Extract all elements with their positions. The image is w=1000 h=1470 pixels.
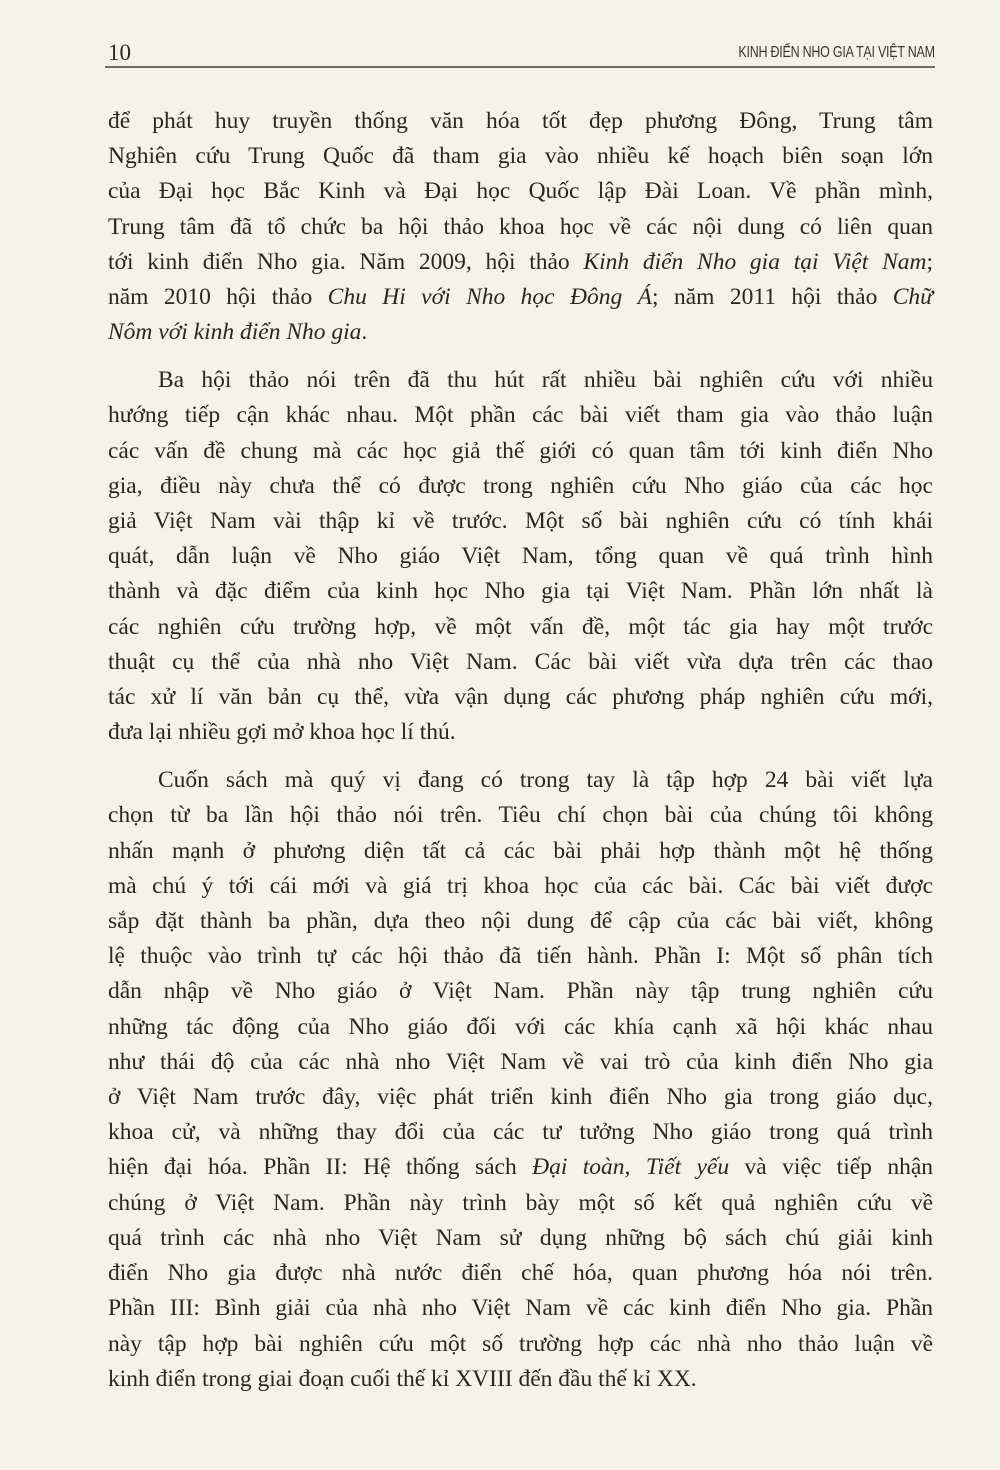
- text-line: [108, 539, 933, 574]
- text-segment: các vấn đề chung mà các học giả thế giới có quan tâm tới kinh điển Nho: [108, 437, 933, 464]
- text-line: [108, 974, 933, 1009]
- text-line: [108, 104, 933, 139]
- text-line: [108, 798, 933, 833]
- paragraph: [108, 363, 933, 750]
- text-line: [108, 504, 933, 539]
- text-segment: nhấn mạnh ở phương diện tất cả các bài phải hợp thành một hệ thống: [108, 837, 933, 864]
- text-segment: ;: [926, 248, 933, 275]
- text-line: [108, 645, 933, 680]
- text-line: [108, 1186, 933, 1221]
- text-segment: sắp đặt thành ba phần, dựa theo nội dung để cập của các bài viết, không: [108, 908, 933, 935]
- text-line: [108, 834, 933, 869]
- page-number: 10: [108, 40, 131, 65]
- text-line: [108, 210, 933, 245]
- text-segment: đưa lại nhiều gợi mở khoa học lí thú.: [108, 719, 456, 746]
- text-line: [108, 245, 933, 280]
- text-line: [108, 574, 933, 609]
- text-line: [108, 469, 933, 504]
- text-line: [108, 315, 933, 350]
- text-line: [108, 715, 933, 750]
- text-segment: và việc tiếp nhận: [729, 1154, 933, 1181]
- text-segment: mà chú ý tới cái mới và giá trị khoa học của các bài. Các bài viết được: [108, 872, 933, 899]
- text-line: [108, 1327, 933, 1362]
- text-segment: điển Nho gia được nhà nước điển chế hóa, quan phương hóa nói trên.: [108, 1260, 933, 1287]
- text-segment: những tác động của Nho giáo đối với các khía cạnh xã hội khác nhau: [108, 1013, 933, 1040]
- text-line: [108, 174, 933, 209]
- italic-title: Kinh điển Nho gia tại Việt Nam: [583, 248, 927, 275]
- text-line: [108, 1045, 933, 1080]
- italic-title: Đại toàn, Tiết yếu: [532, 1154, 730, 1181]
- text-line: [108, 363, 933, 398]
- text-segment: Phần III: Bình giải của nhà nho Việt Nam về các kinh điển Nho gia. Phần: [108, 1295, 933, 1322]
- text-segment: này tập hợp bài nghiên cứu một số trường hợp các nhà nho thảo luận về: [108, 1330, 933, 1357]
- text-line: [108, 1291, 933, 1326]
- text-segment: khoa cử, và những thay đổi của các tư tưởng Nho giáo trong quá trình: [108, 1119, 933, 1146]
- text-segment: Ba hội thảo nói trên đã thu hút rất nhiều bài nghiên cứu với nhiều: [158, 367, 933, 394]
- italic-title: Chu Hi với Nho học Đông Á: [327, 284, 653, 311]
- text-line: [108, 1115, 933, 1150]
- text-segment: chúng ở Việt Nam. Phần này trình bày một số kết quả nghiên cứu về: [108, 1189, 933, 1216]
- text-segment: giả Việt Nam vài thập kỉ về trước. Một số bài nghiên cứu có tính khái: [108, 508, 933, 535]
- text-segment: hiện đại hóa. Phần II: Hệ thống sách: [108, 1154, 533, 1181]
- paragraph: [108, 104, 933, 350]
- text-line: [108, 939, 933, 974]
- text-segment: dẫn nhập về Nho giáo ở Việt Nam. Phần này tập trung nghiên cứu: [108, 978, 933, 1005]
- text-segment: gia, điều này chưa thể có được trong nghiên cứu Nho giáo của các học: [108, 472, 933, 499]
- text-segment: như thái độ của các nhà nho Việt Nam về vai trò của kinh điển Nho gia: [108, 1048, 933, 1075]
- text-line: [108, 763, 933, 798]
- text-line: [108, 280, 933, 315]
- text-line: [108, 680, 933, 715]
- text-segment: tác xử lí văn bản cụ thể, vừa vận dụng các phương pháp nghiên cứu mới,: [108, 684, 933, 711]
- text-line: [108, 1362, 933, 1397]
- text-segment: để phát huy truyền thống văn hóa tốt đẹp phương Đông, Trung tâm: [108, 108, 933, 134]
- running-header: [105, 36, 935, 66]
- text-line: [108, 1256, 933, 1291]
- paragraph: [108, 763, 933, 1397]
- text-segment: của Đại học Bắc Kinh và Đại học Quốc lập Đài Loan. Về phần mình,: [108, 178, 933, 205]
- text-segment: năm 2010 hội thảo: [108, 284, 328, 311]
- text-line: [108, 1080, 933, 1115]
- body-text: [108, 104, 933, 1410]
- text-line: [108, 1150, 933, 1185]
- text-line: [108, 398, 933, 433]
- text-segment: thành và đặc điểm của kinh học Nho gia tại Việt Nam. Phần lớn nhất là: [108, 578, 933, 605]
- text-segment: tới kinh điển Nho gia. Năm 2009, hội thảo: [108, 248, 584, 275]
- text-segment: Nghiên cứu Trung Quốc đã tham gia vào nhiều kế hoạch biên soạn lớn: [108, 143, 933, 170]
- italic-title: Chữ: [892, 284, 933, 311]
- text-segment: lệ thuộc vào trình tự các hội thảo đã tiến hành. Phần I: Một số phân tích: [108, 943, 933, 970]
- text-line: [108, 1010, 933, 1045]
- text-line: [108, 610, 933, 645]
- text-line: [108, 869, 933, 904]
- text-segment: ở Việt Nam trước đây, việc phát triển kinh điển Nho gia trong giáo dục,: [108, 1084, 933, 1111]
- text-segment: kinh điển trong giai đoạn cuối thế kỉ XVIII đến đầu thế kỉ XX.: [108, 1365, 697, 1392]
- text-segment: ; năm 2011 hội thảo: [652, 284, 893, 311]
- text-line: [108, 139, 933, 174]
- text-line: [108, 904, 933, 939]
- text-segment: quá trình các nhà nho Việt Nam sử dụng những bộ sách chú giải kinh: [108, 1224, 933, 1251]
- running-title: KINH ĐIỂN NHO GIA TẠI VIỆT NAM: [738, 44, 935, 61]
- text-line: [108, 434, 933, 469]
- italic-title: Nôm với kinh điển Nho gia: [108, 319, 362, 346]
- text-line: [108, 1221, 933, 1256]
- header-rule: [105, 66, 935, 68]
- text-segment: các nghiên cứu trường hợp, về một vấn đề, một tác gia hay một trước: [108, 613, 933, 640]
- text-segment: chọn từ ba lần hội thảo nói trên. Tiêu chí chọn bài của chúng tôi không: [108, 802, 933, 829]
- text-segment: hướng tiếp cận khác nhau. Một phần các bài viết tham gia vào thảo luận: [108, 402, 933, 429]
- text-segment: .: [361, 319, 368, 346]
- text-segment: thuật cụ thể của nhà nho Việt Nam. Các bài viết vừa dựa trên các thao: [108, 648, 933, 675]
- text-segment: Trung tâm đã tổ chức ba hội thảo khoa học về các nội dung có liên quan: [108, 213, 933, 240]
- text-segment: Cuốn sách mà quý vị đang có trong tay là tập hợp 24 bài viết lựa: [158, 767, 933, 794]
- text-segment: quát, dẫn luận về Nho giáo Việt Nam, tổng quan về quá trình hình: [108, 543, 933, 570]
